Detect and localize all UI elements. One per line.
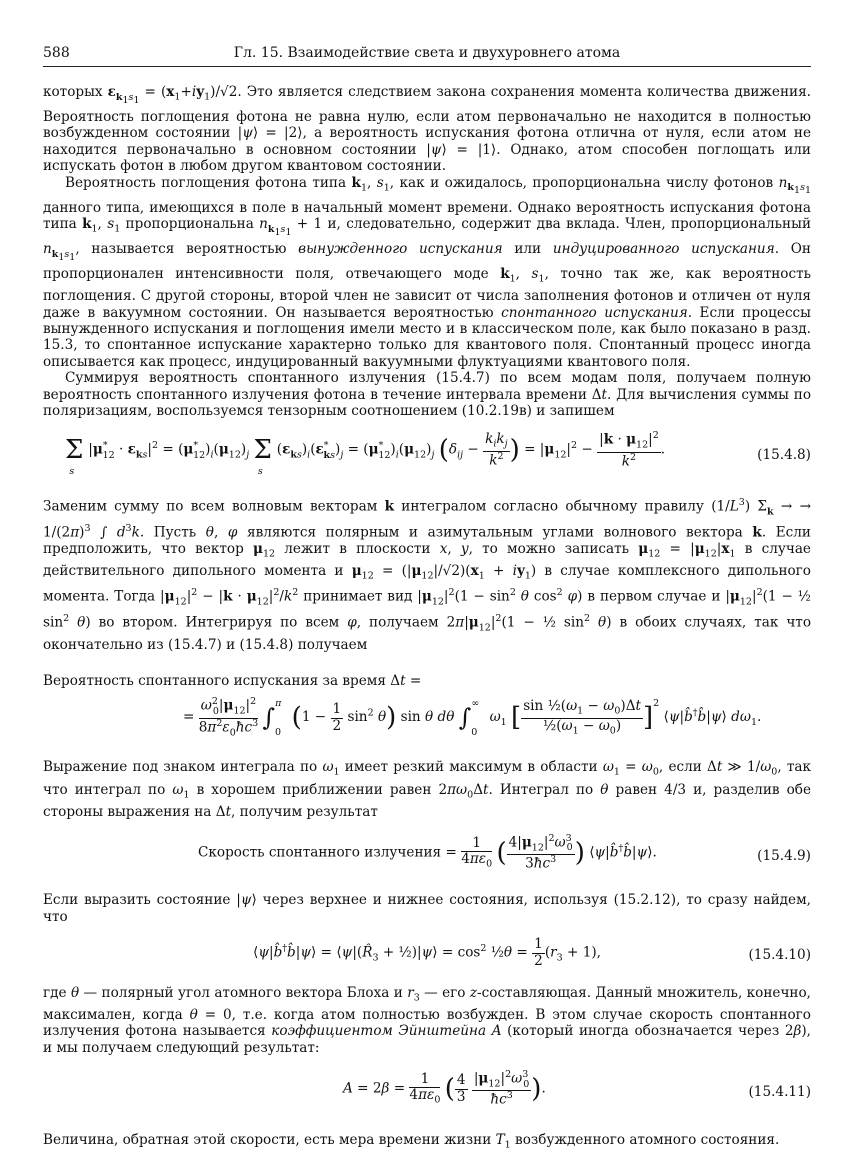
equation-number: (15.4.8): [757, 447, 811, 464]
equation-number: (15.4.9): [757, 848, 811, 865]
equation-probability: = $\frac{\omega^2_0|\mu_{12}|^2}{8\pi^2\varepsilon_0ħc^3}$ $\int_0^\pi$ (1 − $\frac{1}{2}$ $\sin^2 \theta$) sin θ dθ $\int_0^\infty$ $\omega_1$ [ $\frac{\sin \frac{1}{2}(\omega_1 - \omega_0)\Delta t}{\frac{1}{2}(\omega_1 - \omega_0)}$ ]$^2$ ⟨ψ|b̂†b̂|ψ⟩ $d\omega_1$.: [183, 696, 762, 739]
paragraph-2: Вероятность поглощения фотона типа $k_1$, $s_1$, как и ожидалось, пропорциональна числу фотонов $n_{k_1s_1}$ данного типа, имеющихся в поле в начальный момент времени. Однако вероятность испускания фотона типа $k_1$, $s_1$ пропорциональна $n_{k_1s_1} + 1$ и, следовательно, содержит два вклада. Член, пропорциональный $n_{k_1s_1}$, называется вероятностью вынужденного испускания или индуцированного испускания. Он пропорционален интенсивности поля, отвечающего моде $k_1$, $s_1$, точно так же, как вероятность поглощения. С другой стороны, второй член не зависит от числа заполнения фотонов и отличен от нуля даже в вакуумном состоянии. Он называется вероятностью спонтанного испускания. Если процессы вынужденного испускания и поглощения имели место и в классическом поле, как было показано в разд. 15.3, то спонтанное испускание характерно только для квантового поля. Спонтанный процесс иногда описывается как процесс, индуцированный вакуумными флуктуациями квантового поля.: [43, 174, 811, 370]
paragraph-8: где θ — полярный угол атомного вектора Блоха и $r_3$ — его z-составляющая. Данный множитель, конечно, максимален, когда θ = 0, т.е. когда атом полностью возбужден. В этом случае скорость спонтанного излучения фотона называется коэффициентом Эйнштейна A (который иногда обозначается через 2β), и мы получаем следующий результат:: [43, 984, 811, 1056]
paragraph-1: которых $\varepsilon_{k_1s_1} = (x_1+iy_1)/√2$. Это является следствием закона сохранения момента количества движения. Вероятность поглощения фотона не равна нулю, если атом первоначально не находится в полностью возбужденном состоянии |ψ⟩ = |2⟩, а вероятность испускания фотона отлична от нуля, если атом не находится первоначально в основном состоянии |ψ⟩ = |1⟩. Однако, атом способен поглощать или испускать фотон в любом другом квантовом состоянии.: [43, 84, 811, 175]
paragraph-7: Если выразить состояние |ψ⟩ через верхнее и нижнее состояния, используя (15.2.12), то сразу найдем, что: [43, 892, 811, 925]
equation-15-4-9: Скорость спонтанного излучения = $\frac{1}{4\pi\varepsilon_0}$ ( $\frac{4|\mu_{12}|^2\omega^3_0}{3ħc^3}$ ) ⟨ψ|b̂†b̂|ψ⟩. (15.4.9): [198, 833, 811, 872]
equation-15-4-8: $\Sigma_s|\mu^*_{12} \cdot \varepsilon_{ks}|^2 = (\mu^*_{12})_i(\mu_{12})_j$ $\Sigma_s(\varepsilon_{ks})_i(\varepsilon^*_{ks})_j = (\mu^*_{12})_i(\mu_{12})_j$ ($\delta_{ij}$ − $\frac{k_ik_j}{k^2}$ ) = $|\mu_{12}|^2$ − $\frac{|k \cdot \mu_{12}|^2}{k^2}$ . (15.4.8): [65, 430, 811, 477]
page-number: 588: [43, 45, 70, 61]
eq9-label: Скорость спонтанного излучения: [198, 844, 442, 861]
paragraph-6: Выражение под знаком интеграла по $\omega_1$ имеет резкий максимум в области $\omega_1 = \omega_0$, если Δt ≫ $1/\omega_0$, так что интеграл по $\omega_1$ в хорошем приближении равен $2\pi\omega_0\Delta t$. Интеграл по θ равен 4/3 и, разделив обе стороны выражения на Δt, получим результат: [43, 759, 812, 820]
paragraph-4: Заменим сумму по всем волновым векторам k интегралом согласно обычному правилу $(1/L^3) \Sigma_k$ → → $1/(2\pi)^3$ ∫ $d^3k$. Пусть θ, φ являются полярным и азимутальным углами волнового вектора k. Если предположить, что вектор $\mu_{12}$ лежит в плоскости x, y, то можно записать $\mu_{12} = |\mu_{12}|x_1$ в случае действительного дипольного момента и $\mu_{12} = (|\mu_{12}|/√2)(x_1 + iy_1)$ в случае комплексного дипольного момента. Тогда $|\mu_{12}|^2 - |k \cdot \mu_{12}|^2/k^2$ принимает вид $|\mu_{12}|^2(1 - \sin^2 \theta$ $\cos^2 \varphi$) в первом случае и $|\mu_{12}|^2(1$ − ½ $\sin^2 \theta$) во втором. Интегрируя по всем φ, получаем $2\pi|\mu_{12}|^2(1$ − ½ $\sin^2 \theta$) в обоих случаях, так что окончательно из (15.4.7) и (15.4.8) получаем: [43, 497, 812, 653]
running-title: Гл. 15. Взаимодействие света и двухуровнего атома: [233, 45, 621, 61]
paragraph-5-label: Вероятность спонтанного испускания за время Δt =: [43, 673, 422, 690]
equation-number: (15.4.10): [748, 946, 811, 963]
term-induced: индуцированного испускания: [552, 241, 775, 258]
term-spontaneous: спонтанного испускания: [501, 304, 688, 321]
equation-15-4-11: A = 2β = $\frac{1}{4\pi\varepsilon_0}$ ( $\frac{4}{3}$ $\frac{|\mu_{12}|^2\omega^3_0}{ħc^3}$ ). (15.4.11): [343, 1069, 811, 1108]
paragraph-9: Величина, обратная этой скорости, есть мера времени жизни $T_1$ возбужденного атомного состояния.: [43, 1132, 780, 1151]
term-einstein: коэффициентом Эйнштейна A: [271, 1023, 502, 1040]
paragraph-3: Суммируя вероятность спонтанного излучения (15.4.7) по всем модам поля, получаем полную вероятность спонтанного излучения фотона в течение интервала времени Δt. Для вычисления суммы по поляризациям, воспользуемся тензорным соотношением (10.2.19в) и запишем: [43, 370, 812, 420]
page-body: [43, 84, 811, 1154]
equation-15-4-10: ⟨ψ|b̂†b̂|ψ⟩ = $⟨\psi|(R̂_3$ + ½)|ψ⟩ = $\cos^2$ ½θ = $\frac{1}{2}$ $(r_3 + 1)$, (15.4.10): [253, 935, 811, 969]
equation-number: (15.4.11): [748, 1084, 811, 1101]
running-header: [43, 44, 811, 67]
term-stimulated: вынужденного испускания: [298, 241, 503, 258]
